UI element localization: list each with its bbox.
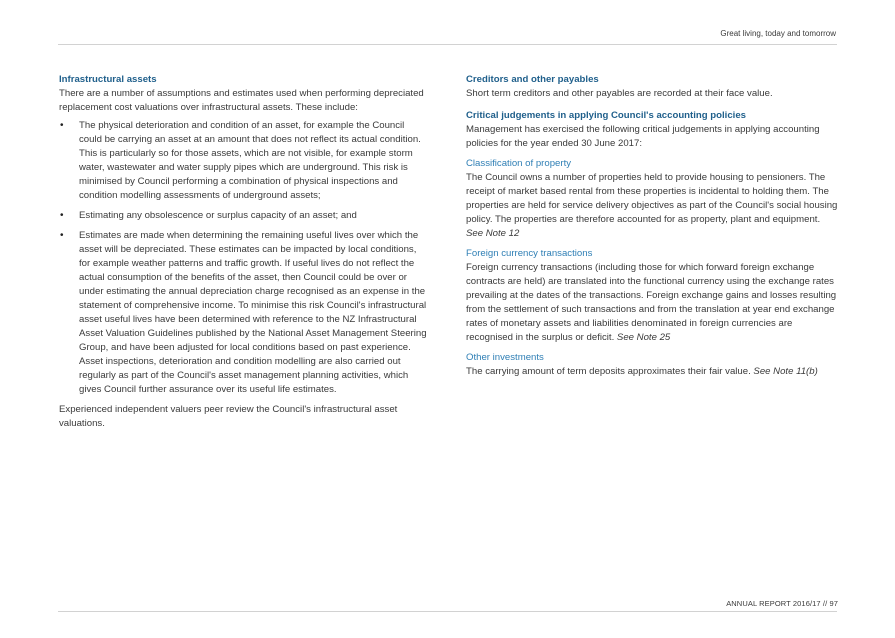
header-tagline: Great living, today and tomorrow — [720, 29, 836, 38]
foreign-currency-body: Foreign currency transactions (including those for which forward foreign exchange contracts are held) are translated into the functional currency using the exchange rates prevailing at the dates of the transactions. Foreign exchange gains and losses resulting from the settlement of such transactions and from the translation at year end exchange rates of monetary assets and liabilities denominated in foreign currencies are recognised in the surplus or deficit. — [466, 262, 837, 343]
other-investments-note-reference: See Note 11(b) — [753, 366, 818, 377]
property-classification-heading: Classification of property — [466, 158, 572, 169]
other-investments-body: The carrying amount of term deposits approximates their fair value. — [466, 366, 751, 377]
left-column — [59, 73, 429, 431]
critical-judgements-text: Management has exercised the following critical judgements in applying accounting policies for the year ended 30 June 2017: — [466, 124, 820, 149]
infrastructural-assets-intro: There are a number of assumptions and estimates used when performing depreciated replacement cost valuations over infrastructural assets. These include: — [59, 88, 424, 113]
other-investments-heading: Other investments — [466, 352, 544, 363]
footer-report-label: ANNUAL REPORT 2016/17 — [726, 599, 821, 608]
footer-separator: // — [822, 599, 828, 608]
header-divider — [58, 44, 837, 45]
right-column — [466, 73, 838, 379]
foreign-currency-note-reference: See Note 25 — [616, 332, 671, 343]
assumption-bullet-obsolescence: • Estimating any obsolescence or surplus capacity of an asset; and — [59, 209, 429, 223]
assumption-bullet-physical-deterioration: • The physical deterioration and condition of an asset, for example the Council could be carrying an asset at an amount that does not reflect its actual condition. This is particularly so for those assets, which are not visible, for example storm water, wastewater and water supply pipes which are underground. This risk is minimised by Council performing a combination of physical inspections and condition modelling assessments of underground assets; — [59, 119, 429, 203]
property-classification-text — [466, 171, 838, 241]
footer-page-number: 97 — [829, 599, 838, 608]
creditors-text: Short term creditors and other payables are recorded at their face value. — [466, 88, 773, 99]
foreign-currency-heading: Foreign currency transactions — [466, 248, 593, 259]
property-classification-body: The Council owns a number of properties held to provide housing to pensioners. The receipt of market based rental from these properties is incidental to holding them. The properties are held for service delivery objectives as part of the Council's social housing policy. The properties are therefore accounted for as property, plant and equipment. — [466, 172, 838, 225]
infrastructural-assets-heading: Infrastructural assets — [59, 74, 157, 85]
assumptions-list — [59, 119, 429, 397]
critical-judgements-heading: Critical judgements in applying Council's accounting policies — [466, 110, 747, 121]
property-note-reference: See Note 12 — [466, 228, 520, 239]
assumption-bullet-useful-lives: • Estimates are made when determining the remaining useful lives over which the asset will be depreciated. These estimates can be impacted by local conditions, for example weather patterns and traffic growth. If useful lives do not reflect the actual consumption of the benefits of the asset, then Council could be over or under estimating the annual depreciation charge recognised as an expense in the statement of comprehensive income. To minimise this risk Council's infrastructural asset useful lives have been determined with reference to the NZ Infrastructural Asset Valuation Guidelines published by the National Asset Management Steering Group, and have been adjusted for local conditions based on past experience. Asset inspections, deterioration and condition modelling are also carried out regularly as part of the Council's asset management planning activities, which gives Council further assurance over its useful life estimates. — [59, 229, 429, 397]
footer-page-label — [726, 599, 838, 608]
other-investments-text — [466, 365, 838, 379]
creditors-heading: Creditors and other payables — [466, 74, 599, 85]
valuers-peer-review-text: Experienced independent valuers peer review the Council's infrastructural asset valuations. — [59, 404, 398, 429]
footer-divider — [58, 611, 837, 612]
foreign-currency-text — [466, 261, 838, 345]
